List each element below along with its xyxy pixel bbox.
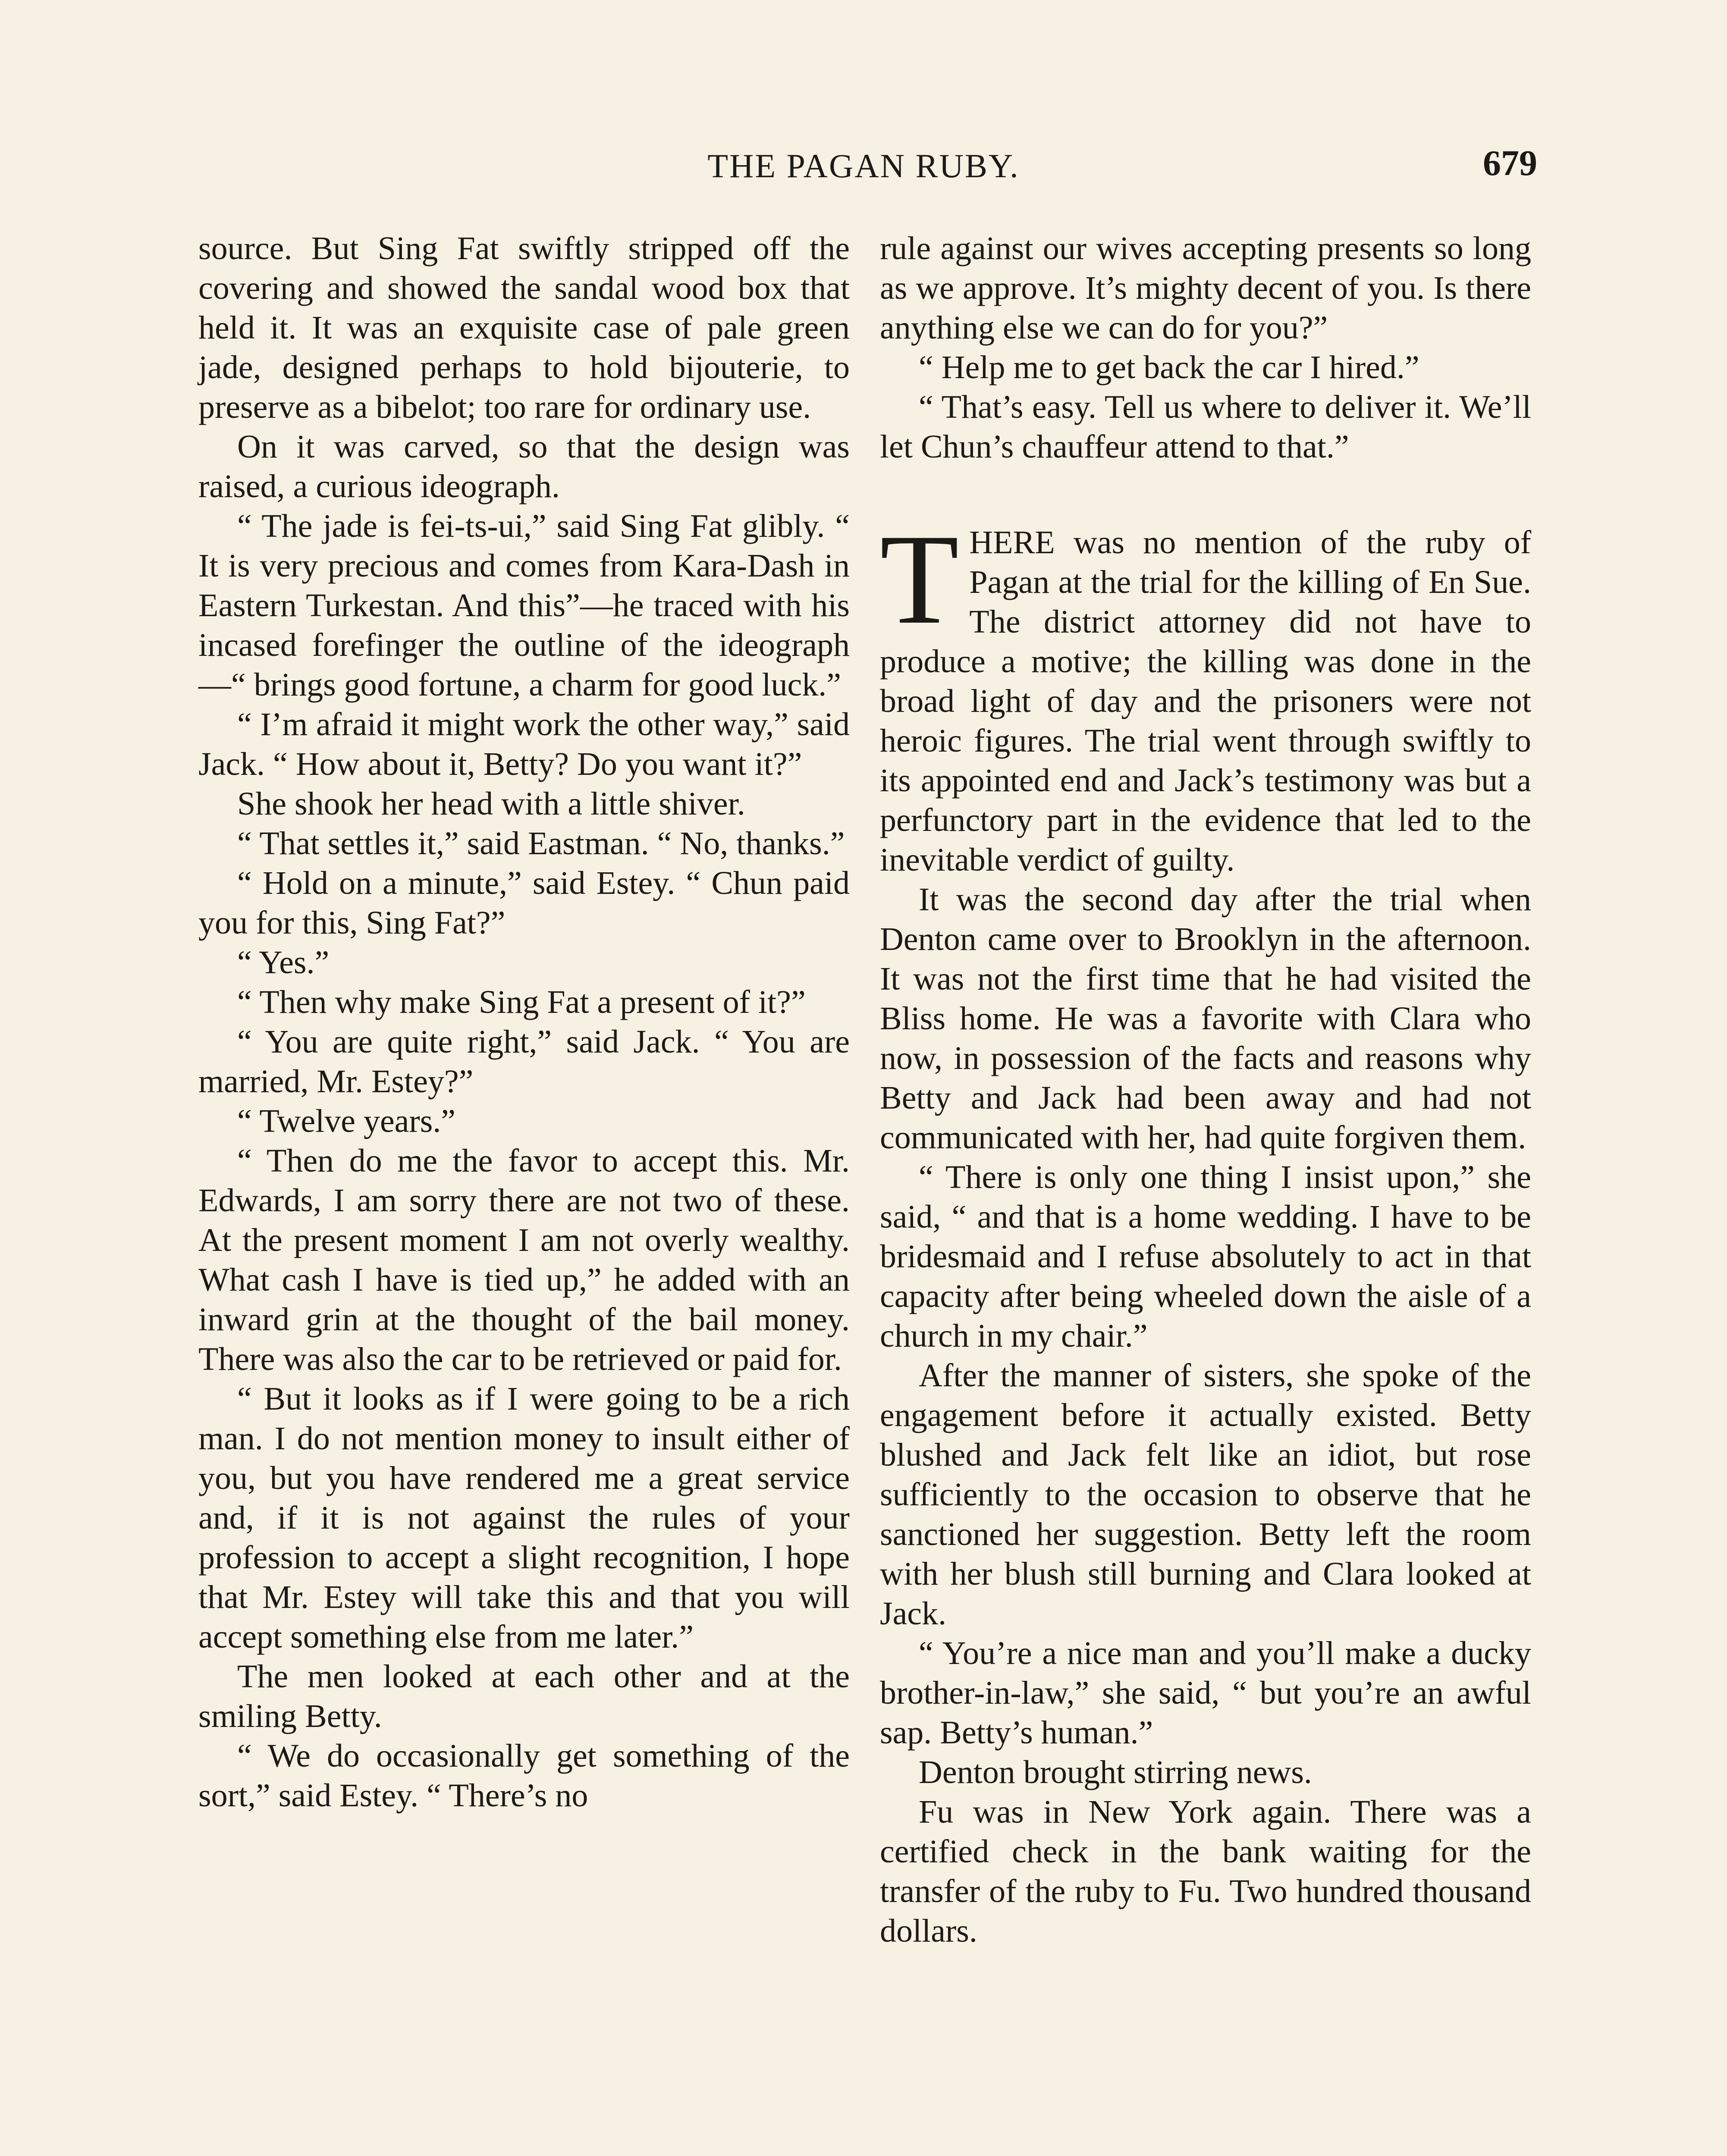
paragraph: “ Yes.” xyxy=(237,944,330,981)
paragraph: “ That’s easy. Tell us where to deliver it. We’ll let Chun’s chauffeur attend to that.” xyxy=(880,389,1531,465)
paragraph: “ I’m afraid it might work the other way,” said Jack. “ How about it, Betty? Do you want it?” xyxy=(198,706,850,782)
paragraph: On it was carved, so that the design was raised, a curious ideograph. xyxy=(198,429,850,505)
paragraph: “ Then do me the favor to accept this. Mr. Edwards, I am sorry there are not two of these. At the present moment I am not overly wealthy. What cash I have is tied up,” he added with an inward grin at the thought of the bail money. There was also the car to be retrieved or paid for. xyxy=(198,1143,850,1377)
running-head-title: THE PAGAN RUBY. xyxy=(707,147,1020,185)
paragraph: “ The jade is fei-ts-ui,” said Sing Fat glibly. “ It is very precious and comes from Kara-Dash in Eastern Turkestan. And this”—he traced with his incased forefinger the outline of the ideograph—“ brings good fortune, a charm for good luck.” xyxy=(198,508,850,703)
paragraph: After the manner of sisters, she spoke of the engagement before it actually existed. Betty blushed and Jack felt like an idiot, but rose sufficiently to the occasion to observe that he sanctioned her suggestion. Betty left the room with her blush still burning and Clara looked at Jack. xyxy=(880,1357,1531,1632)
left-column xyxy=(198,229,850,1815)
paragraph: “ You’re a nice man and you’ll make a ducky brother-in-law,” she said, “ but you’re an awful sap. Betty’s human.” xyxy=(880,1635,1531,1751)
paragraph: Denton brought stirring news. xyxy=(919,1754,1312,1790)
paragraph: “ You are quite right,” said Jack. “ You are married, Mr. Estey?” xyxy=(198,1024,850,1100)
right-column xyxy=(880,229,1531,1951)
paragraph: source. But Sing Fat swiftly stripped off the covering and showed the sandal wood box that held it. It was an exquisite case of pale green jade, designed perhaps to hold bijouterie, to preserve as a bibelot; too rare for ordinary use. xyxy=(198,230,850,425)
section-break xyxy=(880,467,1531,523)
paragraph: “ Twelve years.” xyxy=(237,1103,456,1139)
section-opening-paragraph xyxy=(880,508,1531,880)
paragraph: “ Then why make Sing Fat a present of it?” xyxy=(237,984,806,1020)
drop-cap-initial: T xyxy=(880,508,959,651)
paragraph: “ We do occasionally get something of the sort,” said Estey. “ There’s no xyxy=(198,1738,850,1814)
paragraph: rule against our wives accepting presents so long as we approve. It’s mighty decent of you. Is there anything else we can do for you?” xyxy=(880,230,1531,346)
paragraph: “ But it looks as if I were going to be a rich man. I do not mention money to insult either of you, but you have rendered me a great service and, if it is not against the rules of your profession to accept a slight recognition, I hope that Mr. Estey will take this and that you will accept something else from me later.” xyxy=(198,1381,850,1655)
paragraph: It was the second day after the trial when Denton came over to Brooklyn in the afternoon. It was not the first time that he had visited the Bliss home. He was a favorite with Clara who now, in possession of the facts and reasons why Betty and Jack had been away and had not communicated with her, had quite forgiven them. xyxy=(880,881,1531,1156)
paragraph: “ There is only one thing I insist upon,” she said, “ and that is a home wedding. I have to be bridesmaid and I refuse absolutely to act in that capacity after being wheeled down the aisle of a church in my chair.” xyxy=(880,1159,1531,1354)
drop-cap-paragraph-text: HERE was no mention of the ruby of Pagan at the trial for the killing of En Sue. The district attorney did not have to produce a motive; the killing was done in the broad light of day and the prisoners were not heroic figures. The trial went through swiftly to its appointed end and Jack’s testimony was but a perfunctory part in the evidence that led to the inevitable verdict of guilty. xyxy=(880,524,1531,878)
page-number: 679 xyxy=(1483,143,1537,183)
paragraph: “ Help me to get back the car I hired.” xyxy=(919,349,1419,385)
paragraph: She shook her head with a little shiver. xyxy=(237,786,745,822)
paragraph: “ That settles it,” said Eastman. “ No, thanks.” xyxy=(237,825,845,862)
paragraph: “ Hold on a minute,” said Estey. “ Chun paid you for this, Sing Fat?” xyxy=(198,865,850,941)
paragraph: Fu was in New York again. There was a certified check in the bank waiting for the transfer of the ruby to Fu. Two hundred thousand dollars. xyxy=(880,1794,1531,1949)
paragraph: The men looked at each other and at the smiling Betty. xyxy=(198,1658,850,1734)
